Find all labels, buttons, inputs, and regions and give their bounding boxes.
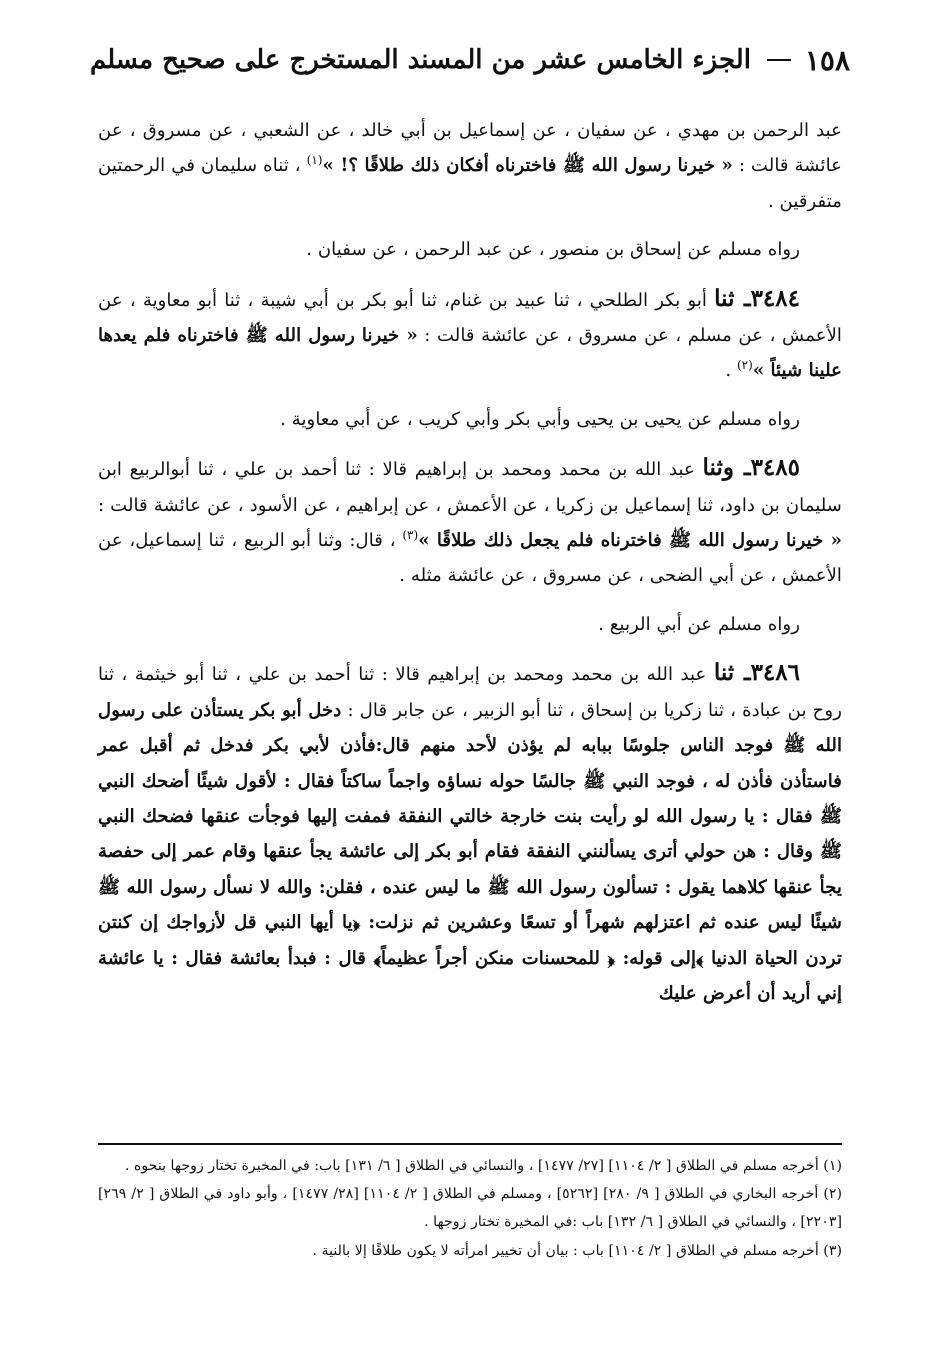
hadith-3486 <box>98 655 842 1011</box>
hadith-quote: « خيرنا رسول الله ﷺ فاخترناه فلم يجعل ذلك طلاقًا » <box>418 530 843 552</box>
footnotes <box>98 1152 842 1265</box>
hadith-number: ٣٤٨٦ <box>750 659 800 687</box>
chain-text-cont: ، ثناه سليمان في الرحمتين متفرقين . <box>98 155 842 212</box>
hadith-opening: ـ وثنا <box>702 454 751 482</box>
footnote-2: (٢) أخرجه البخاري في الطلاق [ ٩/ ٢٨٠] [٥٢٦٢] ، ومسلم في الطلاق [ ٢/ ١١٠٤] [٢٨/ ١٤٧٧] ، وأبو داود في الطلاق [ ٢/ ٢٦٩] [٢٢٠٣] ، والنسائي في الطلاق [ ٦/ ١٣٢] باب :في المخيرة تختار زوجها . <box>98 1186 843 1231</box>
hadith-3485 <box>98 450 842 594</box>
hadith-number: ٣٤٨٤ <box>750 284 800 312</box>
paragraph-source-2: رواه مسلم عن يحيى بن يحيى وأبي بكر وأبي كريب ، عن أبي معاوية . <box>280 408 800 430</box>
footnote-ref-3: (٣) <box>402 528 419 542</box>
chain-text: عبد الله بن محمد ومحمد بن إبراهيم قالا : ثنا أحمد بن علي ، ثنا أبو خيثمة ، ثنا روح بن عبادة ، ثنا زكريا بن إسحاق ، ثنا أبو الزبير ، عن جابر قال : <box>98 664 842 721</box>
footnote-3: (٣) أخرجه مسلم في الطلاق [ ٢/ ١١٠٤] باب : بيان أن تخيير امرأته لا يكون طلاقًا إلا بالنية . <box>312 1242 842 1259</box>
running-header <box>90 40 850 80</box>
footnote-ref-2: (٢) <box>736 358 753 373</box>
chain-text: أبو بكر الطلحي ، ثنا عبيد بن غنام، ثنا أبو بكر بن أبي شيبة ، ثنا أبو معاوية ، عن الأعمش ، عن مسلم ، عن مسروق ، عن عائشة قالت : <box>98 289 842 347</box>
footnote-ref-1: (١) <box>306 153 323 168</box>
chain-text-cont: ، قال: وثنا أبو الربيع ، ثنا إسماعيل، عن الأعمش ، عن أبي الضحى ، عن مسروق ، عن عائشة مثله . <box>98 530 842 587</box>
main-text <box>98 113 842 1011</box>
paragraph-source-1: رواه مسلم عن إسحاق بن منصور ، عن عبد الرحمن ، عن سفيان . <box>306 239 800 261</box>
running-title: الجزء الخامس عشر من المسند المستخرج على صحيح مسلم <box>90 45 751 75</box>
hadith-opening: ـ ثنا <box>713 659 751 687</box>
hadith-opening: ـ ثنا <box>714 284 751 312</box>
page-number: ١٥٨ <box>804 43 850 77</box>
paragraph-source-3: رواه مسلم عن أبي الربيع . <box>598 613 800 635</box>
hadith-quote: « خيرنا رسول الله ﷺ فاخترناه أفكان ذلك طلاقًا ؟! » <box>322 155 733 177</box>
chain-text: عبد الله بن محمد ومحمد بن إبراهيم قالا : ثنا أحمد بن علي ، ثنا أبوالربيع ابن سليمان بن داود، ثنا إسماعيل بن زكريا ، عن الأعمش ، عن إبراهيم ، عن الأسود ، عن عائشة قالت : <box>98 459 842 516</box>
paragraph-chain-1 <box>98 113 842 219</box>
chain-text-cont: . <box>725 360 737 382</box>
hadith-3484 <box>98 281 842 389</box>
hadith-number: ٣٤٨٥ <box>750 454 800 482</box>
footnote-divider <box>98 1143 842 1145</box>
hadith-quote: دخل أبو بكر يستأذن على رسول الله ﷺ فوجد الناس جلوسًا ببابه لم يؤذن لأحد منهم قال:فأذن لأبي بكر فدخل ثم أقبل عمر فاستأذن فأذن له ، فوجد النبي ﷺ جالسًا حوله نساؤه واجماً ساكتاً فقال : لأقول شيئًا أضحك النبي ﷺ فقال : يا رسول الله لو رأيت بنت خارجة خالتي النفقة فمفت إليها فوجأت عنقها فضحك النبي ﷺ وقال : هن حولي أترى يسألنني النفقة فقام أبو بكر إلى عائشة يجأ عنقها وقام عمر إلى حفصة يجأ عنقها كلاهما يقول : تسألون رسول الله ﷺ ما ليس عنده ، فقلن: والله لا نسأل رسول الله ﷺ شيئًا ليس عنده ثم اعتزلهم شهراً أو تسعًا وعشرين ثم نزلت: ﴿يا أيها النبي قل لأزواجك إن كنتن تردن الحياة الدنيا ﴾إلى قوله: ﴿ للمحسنات منكن أجراً عظيماً﴾ قال : فبدأ بعائشة فقال : يا عائشة إني أريد أن أعرض عليك <box>98 699 842 1004</box>
footnote-1: (١) أخرجه مسلم في الطلاق [ ٢/ ١١٠٤] [٢٧/ ١٤٧٧] ، والنسائي في الطلاق [ ٦/ ١٣١] باب: في المخيرة تختار زوجها بنحوه . <box>124 1158 842 1174</box>
hadith-quote: « خيرنا رسول الله ﷺ فاخترناه فلم يعدها علينا شيئاً » <box>98 325 842 382</box>
header-rule <box>767 59 791 61</box>
chain-text: عبد الرحمن بن مهدي ، عن سفيان ، عن إسماعيل بن أبي خالد ، عن الشعبي ، عن مسروق ، عن عائشة قالت : <box>98 120 842 177</box>
